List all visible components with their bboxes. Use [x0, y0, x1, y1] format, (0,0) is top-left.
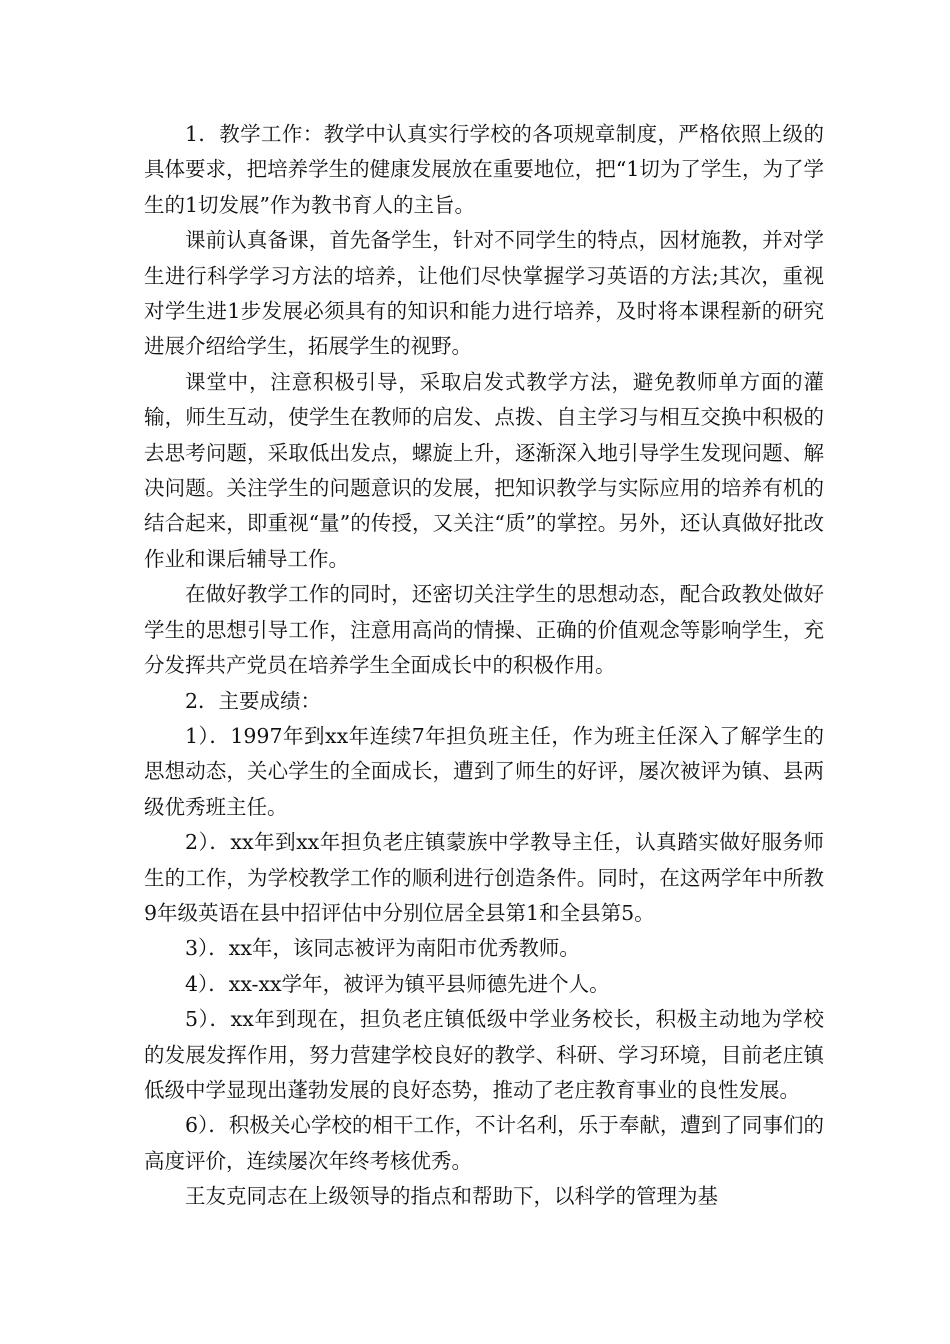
paragraph-classroom: 课堂中，注意积极引导，采取启发式教学方法，避免教师单方面的灌输，师生互动，使学生在教师的启发、点拨、自主学习与相互交换中积极的去思考问题，采取低出发点，螺旋上升，逐渐深入地引导学生发现问题、解决问题。关注学生的问题意识的发展，把知识教学与实际应用的培养有机的结合起来，即重视“量”的传授，又关注“质”的掌控。另外，还认真做好批改作业和课后辅导工作。: [144, 369, 824, 571]
paragraph-achievements-heading: 2．主要成绩：: [185, 688, 322, 713]
paragraph-teaching-work: 1．教学工作：教学中认真实行学校的各项规章制度，严格依照上级的具体要求，把培养学生的健康发展放在重要地位，把“1切为了学生，为了学生的1切发展”作为教书育人的主旨。: [144, 122, 824, 217]
paragraph-student-thought: 在做好教学工作的同时，还密切关注学生的思想动态，配合政教处做好学生的思想引导工作，注意用高尚的情操、正确的价值观念等影响学生，充分发挥共产党员在培养学生全面成长中的积极作用。: [144, 582, 824, 678]
paragraph-lesson-prep: 课前认真备课，首先备学生，针对不同学生的特点，因材施教，并对学生进行科学学习方法的培养，让他们尽快掌握学习英语的方法;其次，重视对学生进1步发展必须具有的知识和能力进行培养，及时将本课程新的研究进展介绍给学生，拓展学生的视野。: [144, 228, 824, 359]
document-body: [144, 117, 824, 1215]
paragraph-achievement-3: 3）．xx年，该同志被评为南阳市优秀教师。: [185, 936, 580, 961]
paragraph-closing: 王友克同志在上级领导的指点和帮助下，以科学的管理为基: [185, 1184, 718, 1209]
paragraph-achievement-5: 5）．xx年到现在，担负老庄镇低级中学业务校长，积极主动地为学校的发展发挥作用，努力营建学校良好的教学、科研、学习环境，目前老庄镇低级中学显现出蓬勃发展的良好态势，推动了老庄教育事业的良性发展。: [144, 1007, 824, 1102]
paragraph-achievement-4: 4）．xx-xx学年，被评为镇平县师德先进个人。: [185, 971, 610, 996]
paragraph-achievement-6: 6）．积极关心学校的相干工作，不计名利，乐于奉献，遭到了同事们的高度评价，连续屡次年终考核优秀。: [144, 1113, 824, 1173]
paragraph-achievement-1: 1）．1997年到xx年连续7年担负班主任，作为班主任深入了解学生的思想动态，关心学生的全面成长，遭到了师生的好评，屡次被评为镇、县两级优秀班主任。: [144, 723, 824, 819]
paragraph-achievement-2: 2）．xx年到xx年担负老庄镇蒙族中学教导主任，认真踏实做好服务师生的工作，为学校教学工作的顺利进行创造条件。同时，在这两学年中所教9年级英语在县中招评估中分别位居全县第1和全县第5。: [144, 830, 824, 925]
